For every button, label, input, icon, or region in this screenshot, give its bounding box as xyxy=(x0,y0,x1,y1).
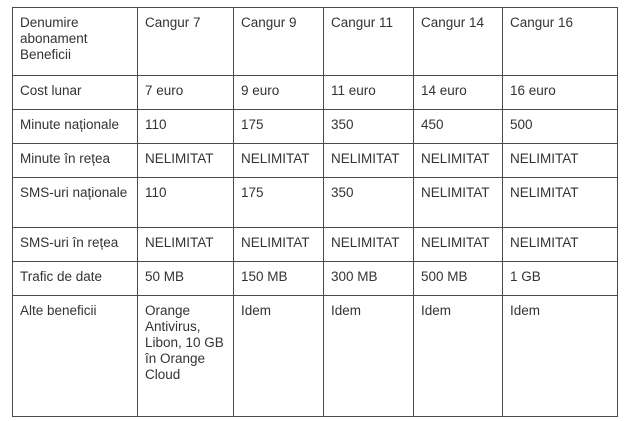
value-cell: NELIMITAT xyxy=(138,144,234,178)
value-cell: NELIMITAT xyxy=(138,228,234,262)
value-cell: 150 MB xyxy=(234,262,324,296)
subscription-comparison-table xyxy=(12,7,618,417)
table-row xyxy=(13,110,618,144)
value-cell: 110 xyxy=(138,178,234,228)
value-cell: 500 MB xyxy=(414,262,503,296)
row-label-cell: SMS-uri în rețea xyxy=(13,228,138,262)
value-cell: NELIMITAT xyxy=(324,144,414,178)
value-cell: 1 GB xyxy=(503,262,618,296)
value-cell: NELIMITAT xyxy=(234,228,324,262)
plan-header-cell: Cangur 7 xyxy=(138,8,234,76)
value-cell: 175 xyxy=(234,178,324,228)
value-cell: 350 xyxy=(324,178,414,228)
value-cell: 7 euro xyxy=(138,76,234,110)
table-row xyxy=(13,296,618,417)
value-cell: NELIMITAT xyxy=(503,144,618,178)
value-cell: 50 MB xyxy=(138,262,234,296)
plan-header-cell: Cangur 9 xyxy=(234,8,324,76)
value-cell: NELIMITAT xyxy=(503,178,618,228)
value-cell: NELIMITAT xyxy=(324,228,414,262)
row-label-cell: Cost lunar xyxy=(13,76,138,110)
value-cell: 14 euro xyxy=(414,76,503,110)
plan-header-cell: Cangur 14 xyxy=(414,8,503,76)
table-row xyxy=(13,262,618,296)
table-row xyxy=(13,144,618,178)
row-label-cell: Minute naționale xyxy=(13,110,138,144)
value-cell: NELIMITAT xyxy=(414,178,503,228)
value-cell: 350 xyxy=(324,110,414,144)
plan-header-cell: Cangur 11 xyxy=(324,8,414,76)
value-cell: 11 euro xyxy=(324,76,414,110)
row-label-cell: Minute în rețea xyxy=(13,144,138,178)
table-row xyxy=(13,228,618,262)
value-cell: 175 xyxy=(234,110,324,144)
value-cell: Idem xyxy=(324,296,414,417)
value-cell: NELIMITAT xyxy=(414,228,503,262)
value-cell: 110 xyxy=(138,110,234,144)
value-cell: Idem xyxy=(234,296,324,417)
value-cell: NELIMITAT xyxy=(503,228,618,262)
value-cell: 450 xyxy=(414,110,503,144)
value-cell: NELIMITAT xyxy=(414,144,503,178)
value-cell: Idem xyxy=(414,296,503,417)
table-row xyxy=(13,76,618,110)
table-row xyxy=(13,178,618,228)
table-header-row xyxy=(13,8,618,76)
value-cell: 9 euro xyxy=(234,76,324,110)
value-cell: 16 euro xyxy=(503,76,618,110)
plan-header-cell: Cangur 16 xyxy=(503,8,618,76)
header-label-cell: Denumire abonament Beneficii xyxy=(13,8,138,76)
row-label-cell: SMS-uri naționale xyxy=(13,178,138,228)
value-cell: Idem xyxy=(503,296,618,417)
row-label-cell: Trafic de date xyxy=(13,262,138,296)
row-label-cell: Alte beneficii xyxy=(13,296,138,417)
value-cell: 500 xyxy=(503,110,618,144)
value-cell: NELIMITAT xyxy=(234,144,324,178)
value-cell: Orange Antivirus, Libon, 10 GB în Orange Cloud xyxy=(138,296,234,417)
value-cell: 300 MB xyxy=(324,262,414,296)
